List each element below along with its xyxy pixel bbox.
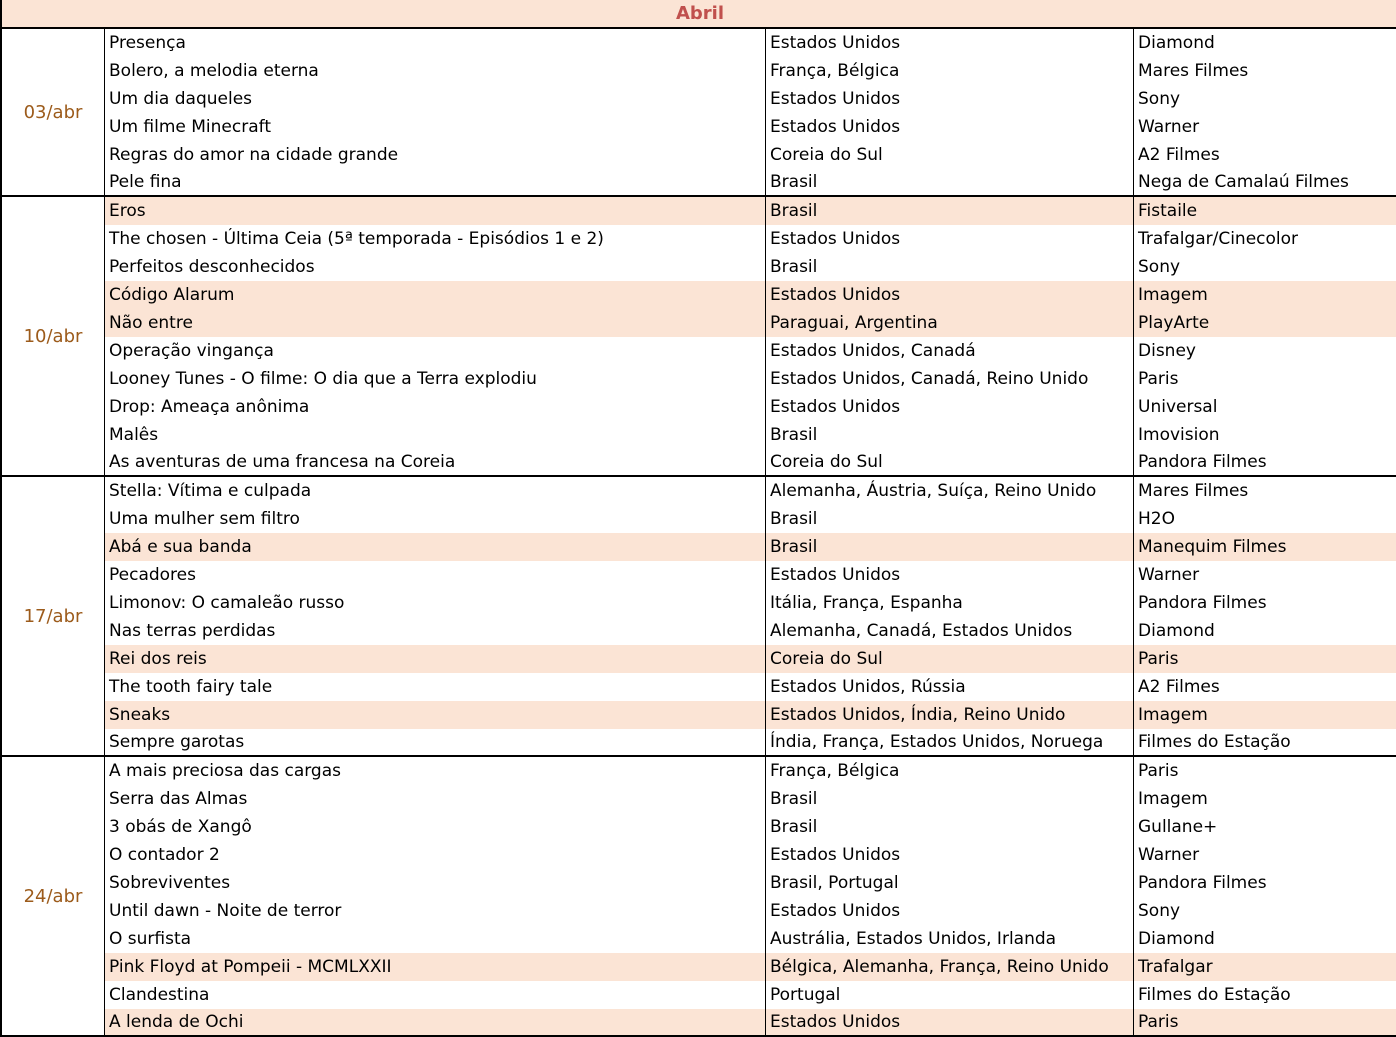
country-cell: Coreia do Sul (766, 449, 1134, 477)
distributor-cell: Gullane+ (1134, 813, 1396, 841)
distributor-cell: Nega de Camalaú Filmes (1134, 169, 1396, 197)
distributor-cell: Pandora Filmes (1134, 589, 1396, 617)
movie-title-cell: Abá e sua banda (105, 533, 766, 561)
country-cell: Bélgica, Alemanha, França, Reino Unido (766, 953, 1134, 981)
distributor-cell: Diamond (1134, 925, 1396, 953)
movie-title-cell: Rei dos reis (105, 645, 766, 673)
movie-title-cell: 3 obás de Xangô (105, 813, 766, 841)
country-cell: Estados Unidos, Rússia (766, 673, 1134, 701)
distributor-cell: Paris (1134, 1009, 1396, 1037)
movie-title-cell: Pele fina (105, 169, 766, 197)
distributor-cell: Trafalgar (1134, 953, 1396, 981)
movie-title-cell: Pecadores (105, 561, 766, 589)
movie-title-cell: Serra das Almas (105, 785, 766, 813)
movie-title-cell: Código Alarum (105, 281, 766, 309)
release-date-cell: 03/abr (2, 29, 105, 197)
distributor-cell: Filmes do Estação (1134, 981, 1396, 1009)
country-cell: Brasil (766, 421, 1134, 449)
distributor-cell: Sony (1134, 253, 1396, 281)
distributor-cell: Imagem (1134, 701, 1396, 729)
country-cell: Estados Unidos (766, 225, 1134, 253)
country-cell: Estados Unidos, Canadá, Reino Unido (766, 365, 1134, 393)
distributor-cell: Fistaile (1134, 197, 1396, 225)
movie-title-cell: Presença (105, 29, 766, 57)
distributor-cell: Mares Filmes (1134, 57, 1396, 85)
distributor-cell: Mares Filmes (1134, 477, 1396, 505)
country-cell: França, Bélgica (766, 757, 1134, 785)
distributor-cell: Universal (1134, 393, 1396, 421)
movie-title-cell: The chosen - Última Ceia (5ª temporada - Episódios 1 e 2) (105, 225, 766, 253)
movie-title-cell: O surfista (105, 925, 766, 953)
country-cell: Brasil (766, 505, 1134, 533)
distributor-cell: Disney (1134, 337, 1396, 365)
movie-title-cell: Looney Tunes - O filme: O dia que a Terra explodiu (105, 365, 766, 393)
movie-title-cell: Um filme Minecraft (105, 113, 766, 141)
movie-title-cell: Drop: Ameaça anônima (105, 393, 766, 421)
release-date-cell: 10/abr (2, 197, 105, 477)
country-cell: França, Bélgica (766, 57, 1134, 85)
distributor-cell: Imovision (1134, 421, 1396, 449)
distributor-cell: Imagem (1134, 785, 1396, 813)
distributor-cell: A2 Filmes (1134, 141, 1396, 169)
country-cell: Brasil (766, 785, 1134, 813)
movie-title-cell: Eros (105, 197, 766, 225)
country-cell: Estados Unidos (766, 1009, 1134, 1037)
distributor-cell: PlayArte (1134, 309, 1396, 337)
distributor-cell: Warner (1134, 841, 1396, 869)
distributor-cell: Trafalgar/Cinecolor (1134, 225, 1396, 253)
country-cell: Estados Unidos (766, 29, 1134, 57)
movie-title-cell: Perfeitos desconhecidos (105, 253, 766, 281)
release-date-cell: 24/abr (2, 757, 105, 1037)
country-cell: Brasil (766, 169, 1134, 197)
movie-title-cell: Stella: Vítima e culpada (105, 477, 766, 505)
month-header: Abril (2, 0, 1396, 29)
country-cell: Paraguai, Argentina (766, 309, 1134, 337)
movie-title-cell: Um dia daqueles (105, 85, 766, 113)
distributor-cell: Diamond (1134, 617, 1396, 645)
movie-title-cell: As aventuras de uma francesa na Coreia (105, 449, 766, 477)
distributor-cell: Manequim Filmes (1134, 533, 1396, 561)
movie-title-cell: Sobreviventes (105, 869, 766, 897)
distributor-cell: Imagem (1134, 281, 1396, 309)
distributor-cell: Diamond (1134, 29, 1396, 57)
distributor-cell: H2O (1134, 505, 1396, 533)
country-cell: Estados Unidos (766, 85, 1134, 113)
distributor-cell: Pandora Filmes (1134, 869, 1396, 897)
country-cell: Itália, França, Espanha (766, 589, 1134, 617)
distributor-cell: Warner (1134, 113, 1396, 141)
country-cell: Alemanha, Canadá, Estados Unidos (766, 617, 1134, 645)
movie-title-cell: Operação vingança (105, 337, 766, 365)
movie-title-cell: Limonov: O camaleão russo (105, 589, 766, 617)
distributor-cell: Sony (1134, 85, 1396, 113)
country-cell: Brasil, Portugal (766, 869, 1134, 897)
movie-title-cell: Clandestina (105, 981, 766, 1009)
country-cell: Estados Unidos (766, 561, 1134, 589)
country-cell: Coreia do Sul (766, 141, 1134, 169)
movie-title-cell: Bolero, a melodia eterna (105, 57, 766, 85)
country-cell: Estados Unidos (766, 841, 1134, 869)
movie-title-cell: O contador 2 (105, 841, 766, 869)
country-cell: Brasil (766, 197, 1134, 225)
movie-title-cell: Until dawn - Noite de terror (105, 897, 766, 925)
movie-title-cell: Sempre garotas (105, 729, 766, 757)
distributor-cell: A2 Filmes (1134, 673, 1396, 701)
country-cell: Estados Unidos, Índia, Reino Unido (766, 701, 1134, 729)
movie-title-cell: Não entre (105, 309, 766, 337)
country-cell: Estados Unidos (766, 393, 1134, 421)
distributor-cell: Pandora Filmes (1134, 449, 1396, 477)
country-cell: Estados Unidos, Canadá (766, 337, 1134, 365)
movie-title-cell: Uma mulher sem filtro (105, 505, 766, 533)
country-cell: Estados Unidos (766, 281, 1134, 309)
distributor-cell: Paris (1134, 645, 1396, 673)
distributor-cell: Warner (1134, 561, 1396, 589)
country-cell: Brasil (766, 533, 1134, 561)
movie-title-cell: Malês (105, 421, 766, 449)
release-date-cell: 17/abr (2, 477, 105, 757)
movie-title-cell: A mais preciosa das cargas (105, 757, 766, 785)
country-cell: Austrália, Estados Unidos, Irlanda (766, 925, 1134, 953)
distributor-cell: Sony (1134, 897, 1396, 925)
movie-title-cell: Regras do amor na cidade grande (105, 141, 766, 169)
movie-title-cell: Nas terras perdidas (105, 617, 766, 645)
distributor-cell: Paris (1134, 757, 1396, 785)
country-cell: Brasil (766, 813, 1134, 841)
country-cell: Estados Unidos (766, 897, 1134, 925)
distributor-cell: Paris (1134, 365, 1396, 393)
movie-title-cell: Sneaks (105, 701, 766, 729)
country-cell: Coreia do Sul (766, 645, 1134, 673)
country-cell: Portugal (766, 981, 1134, 1009)
country-cell: Estados Unidos (766, 113, 1134, 141)
country-cell: Alemanha, Áustria, Suíça, Reino Unido (766, 477, 1134, 505)
movie-title-cell: The tooth fairy tale (105, 673, 766, 701)
country-cell: Índia, França, Estados Unidos, Noruega (766, 729, 1134, 757)
country-cell: Brasil (766, 253, 1134, 281)
movie-title-cell: A lenda de Ochi (105, 1009, 766, 1037)
distributor-cell: Filmes do Estação (1134, 729, 1396, 757)
movie-title-cell: Pink Floyd at Pompeii - MCMLXXII (105, 953, 766, 981)
